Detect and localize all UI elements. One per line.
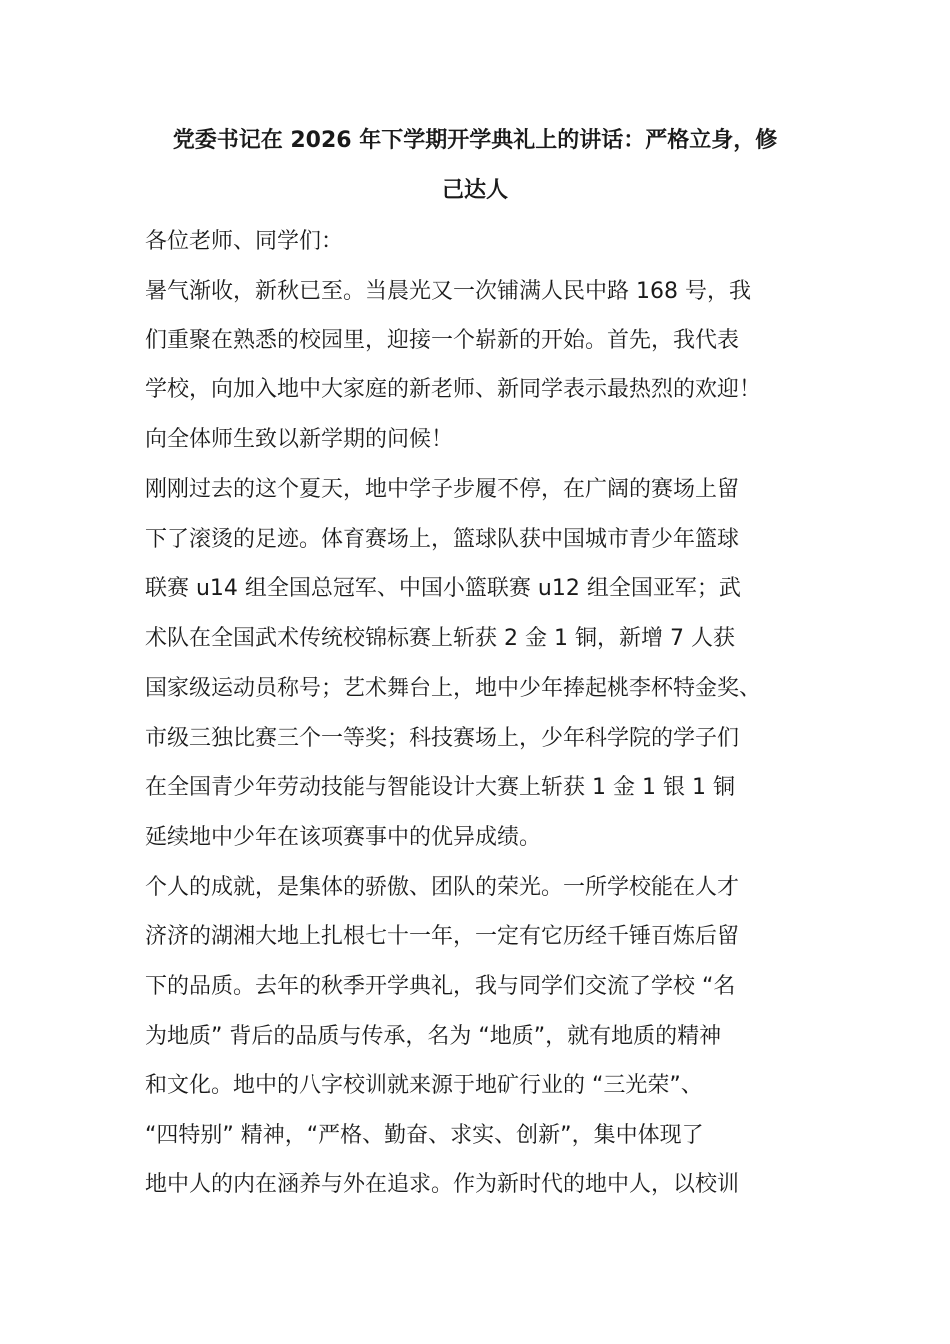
- body-line: 联赛 u14 组全国总冠军、中国小篮联赛 u12 组全国亚军；武: [145, 576, 741, 601]
- body-line: 个人的成就，是集体的骄傲、团队的荣光。一所学校能在人才: [145, 875, 740, 900]
- body-line: 为地质” 背后的品质与传承，名为 “地质”，就有地质的精神: [145, 1024, 722, 1049]
- body-line: 暑气渐收，新秋已至。当晨光又一次铺满人民中路 168 号，我: [145, 279, 751, 304]
- body-line: 们重聚在熟悉的校园里，迎接一个崭新的开始。首先，我代表: [145, 328, 740, 353]
- body-line: 下了滚烫的足迹。体育赛场上，篮球队获中国城市青少年篮球: [145, 527, 740, 552]
- body-line: 下的品质。去年的秋季开学典礼，我与同学们交流了学校 “名: [145, 974, 736, 999]
- body-line: “四特别” 精神，“严格、勤奋、求实、创新”，集中体现了: [145, 1123, 704, 1148]
- document-title-line-1: 党委书记在 2026 年下学期开学典礼上的讲话：严格立身，修: [172, 128, 778, 153]
- body-line: 向全体师生致以新学期的问候！: [145, 427, 454, 452]
- body-line: 国家级运动员称号；艺术舞台上，地中少年捧起桃李杯特金奖、: [145, 676, 762, 701]
- body-line: 地中人的内在涵养与外在追求。作为新时代的地中人，以校训: [145, 1172, 740, 1197]
- body-line: 刚刚过去的这个夏天，地中学子步履不停，在广阔的赛场上留: [145, 477, 740, 502]
- body-line: 学校，向加入地中大家庭的新老师、新同学表示最热烈的欢迎！: [145, 377, 762, 402]
- body-line: 各位老师、同学们：: [145, 229, 344, 254]
- body-line: 济济的湖湘大地上扎根七十一年，一定有它历经千锤百炼后留: [145, 924, 740, 949]
- body-line: 术队在全国武术传统校锦标赛上斩获 2 金 1 铜，新增 7 人获: [145, 626, 735, 651]
- body-line: 和文化。地中的八字校训就来源于地矿行业的 “三光荣”、: [145, 1073, 703, 1098]
- body-line: 市级三独比赛三个一等奖；科技赛场上，少年科学院的学子们: [145, 726, 740, 751]
- body-line: 延续地中少年在该项赛事中的优异成绩。: [145, 825, 542, 850]
- document-title-line-2: 己达人: [441, 178, 508, 203]
- body-line: 在全国青少年劳动技能与智能设计大赛上斩获 1 金 1 银 1 铜: [145, 775, 735, 800]
